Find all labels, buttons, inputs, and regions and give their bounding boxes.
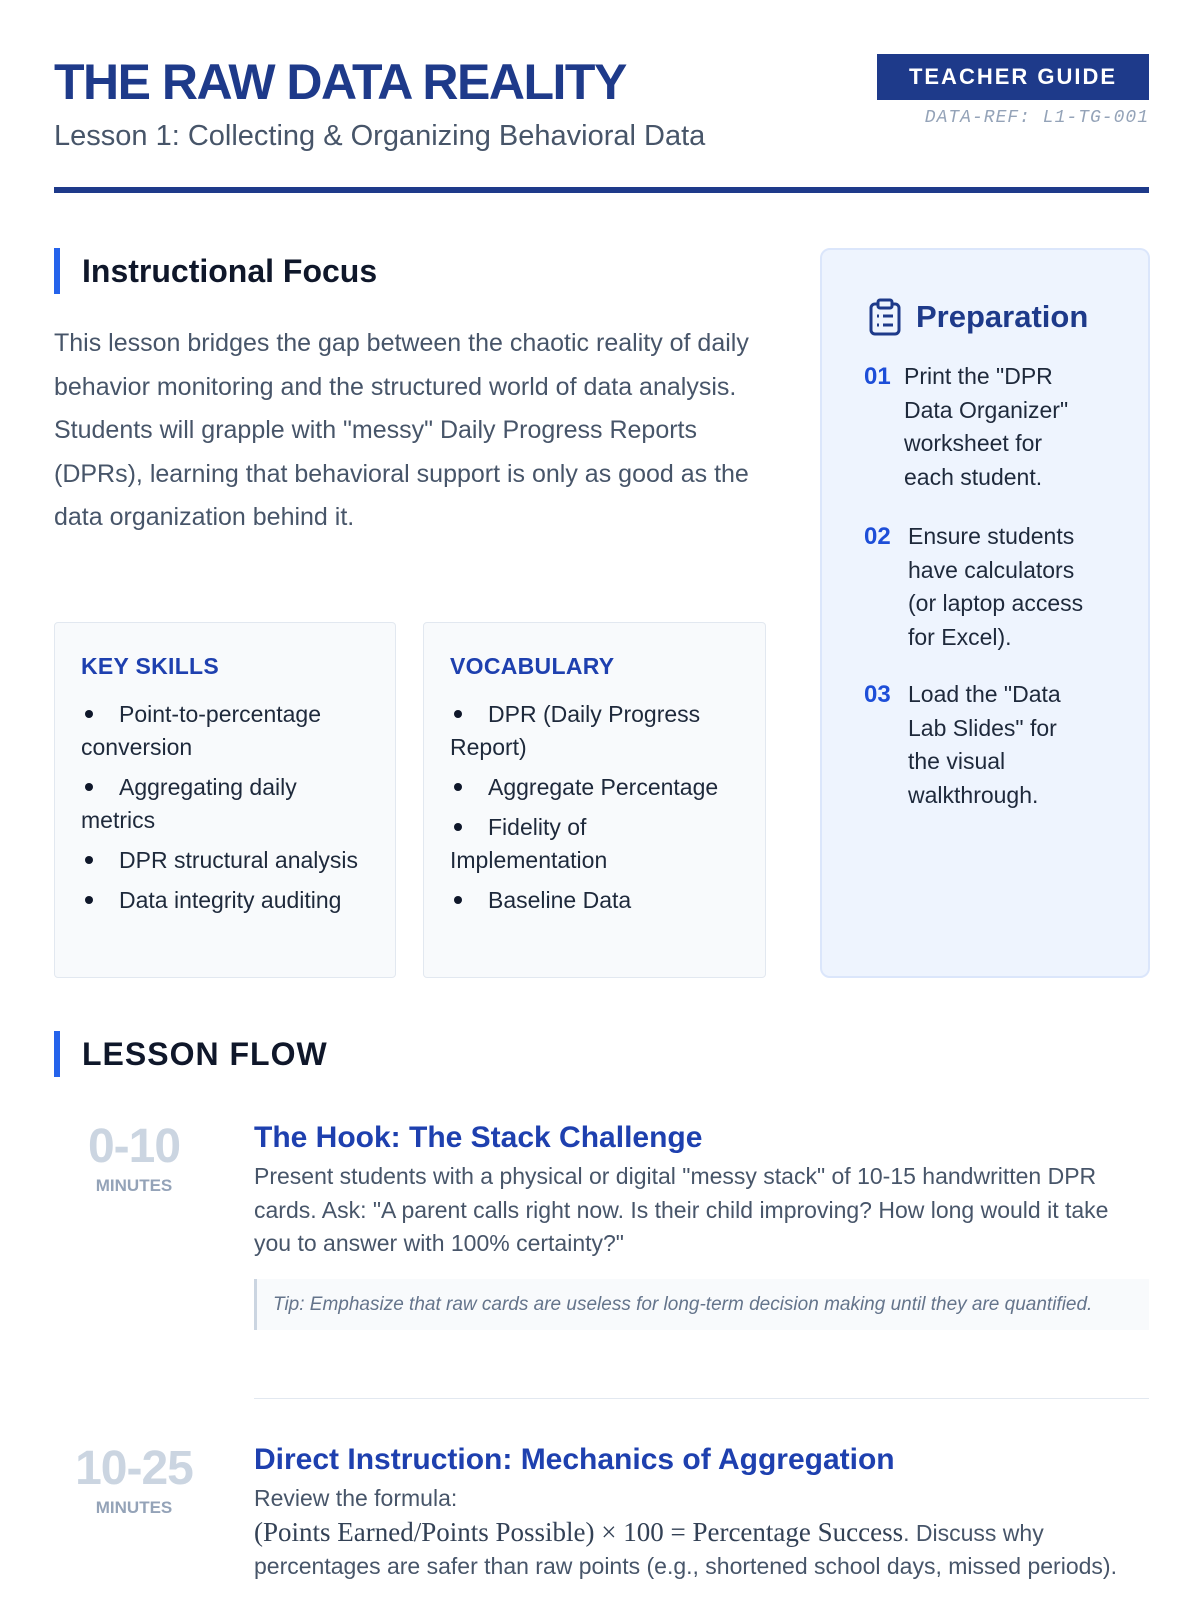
flow-step-title: The Hook: The Stack Challenge	[254, 1121, 703, 1154]
bullet-icon	[85, 856, 93, 864]
percentage-formula: (Points Earned/Points Possible) × 100 = Percentage Success	[254, 1516, 904, 1547]
bullet-icon	[454, 823, 462, 831]
page-title: THE RAW DATA REALITY	[54, 54, 626, 110]
bullet-icon	[454, 783, 462, 791]
prep-step-number: 01	[864, 363, 891, 390]
flow-step-text: Present students with a physical or digital "messy stack" of 10-15 handwritten DPR cards. Ask: "A parent calls right now. Is their child improving? How long would it take you to answer with 100% certainty?"	[254, 1163, 1109, 1256]
key-skills-heading: KEY SKILLS	[81, 653, 220, 679]
list-item: DPR structural analysis	[81, 844, 369, 877]
flow-step-body	[254, 1442, 1149, 1584]
key-skills-card	[54, 622, 396, 978]
key-skills-list	[81, 698, 369, 917]
lesson-flow-title: LESSON FLOW	[82, 1035, 328, 1072]
list-item: Baseline Data	[450, 884, 739, 917]
list-item: Data integrity auditing	[81, 884, 369, 917]
prep-step-number: 03	[864, 681, 891, 708]
prep-step-3	[864, 678, 1083, 812]
heading-accent-bar	[54, 1031, 60, 1077]
page-subtitle: Lesson 1: Collecting & Organizing Behavioral Data	[54, 120, 706, 152]
teacher-guide-badge: TEACHER GUIDE	[877, 54, 1149, 100]
flow-time-block	[54, 1120, 214, 1196]
bullet-icon	[454, 896, 462, 904]
list-item: Aggregate Percentage	[450, 771, 739, 804]
prep-step-text: Print the "DPR Data Organizer" worksheet for each student.	[904, 363, 1069, 490]
vocabulary-heading: VOCABULARY	[450, 653, 615, 679]
prep-step-text: Load the "Data Lab Slides" for the visual walkthrough.	[908, 681, 1061, 808]
instructional-focus-text: This lesson bridges the gap between the chaotic reality of daily behavior monitoring and the structured world of data analysis. Students will grapple with "messy" Daily Progress Reports (DPRs), learning that behavioral support is only as good as the data organization behind it.	[54, 329, 749, 531]
vocabulary-card	[423, 622, 766, 978]
prep-step-2	[864, 520, 1108, 654]
prep-step-number: 02	[864, 523, 891, 550]
bullet-icon	[85, 896, 93, 904]
prep-step-1	[864, 360, 1089, 494]
bullet-icon	[85, 710, 93, 718]
clipboard-icon	[868, 298, 902, 336]
list-item: DPR (Daily Progress Report)	[450, 701, 701, 760]
preparation-header	[868, 298, 1088, 336]
formula-explanation: . Discuss why percentages are safer than raw points (e.g., shortened school days, missed periods).	[254, 1519, 1117, 1579]
flow-time-range: 0-10	[87, 1120, 181, 1173]
flow-divider	[254, 1398, 1149, 1399]
prep-step-text: Ensure students have calculators (or laptop access for Excel).	[908, 523, 1084, 650]
flow-time-range: 10-25	[75, 1442, 193, 1495]
lesson-flow-heading	[54, 1031, 328, 1077]
bullet-icon	[85, 783, 93, 791]
instructional-focus-heading	[54, 248, 377, 294]
list-item: Aggregating daily metrics	[81, 774, 297, 833]
flow-step-body	[254, 1120, 1149, 1330]
page-header	[54, 54, 1149, 154]
bullet-icon	[454, 710, 462, 718]
vocabulary-list	[450, 698, 739, 917]
teacher-tip: Tip: Emphasize that raw cards are useless for long-term decision making until they are quantified.	[254, 1279, 1149, 1330]
preparation-panel	[820, 248, 1150, 978]
preparation-title: Preparation	[916, 299, 1089, 334]
flow-step-title: Direct Instruction: Mechanics of Aggregation	[254, 1443, 895, 1476]
list-item: Fidelity of Implementation	[450, 814, 608, 873]
instructional-focus-title: Instructional Focus	[82, 252, 378, 289]
list-item: Point-to-percentage conversion	[81, 701, 322, 760]
flow-time-unit: MINUTES	[95, 1498, 173, 1517]
flow-time-block	[54, 1442, 214, 1518]
formula-lead: Review the formula:	[254, 1485, 458, 1511]
flow-step-text	[254, 1482, 1149, 1584]
heading-accent-bar	[54, 248, 60, 294]
data-ref-code: DATA-REF: L1-TG-001	[924, 108, 1149, 128]
header-divider	[54, 187, 1149, 193]
flow-time-unit: MINUTES	[95, 1176, 173, 1195]
